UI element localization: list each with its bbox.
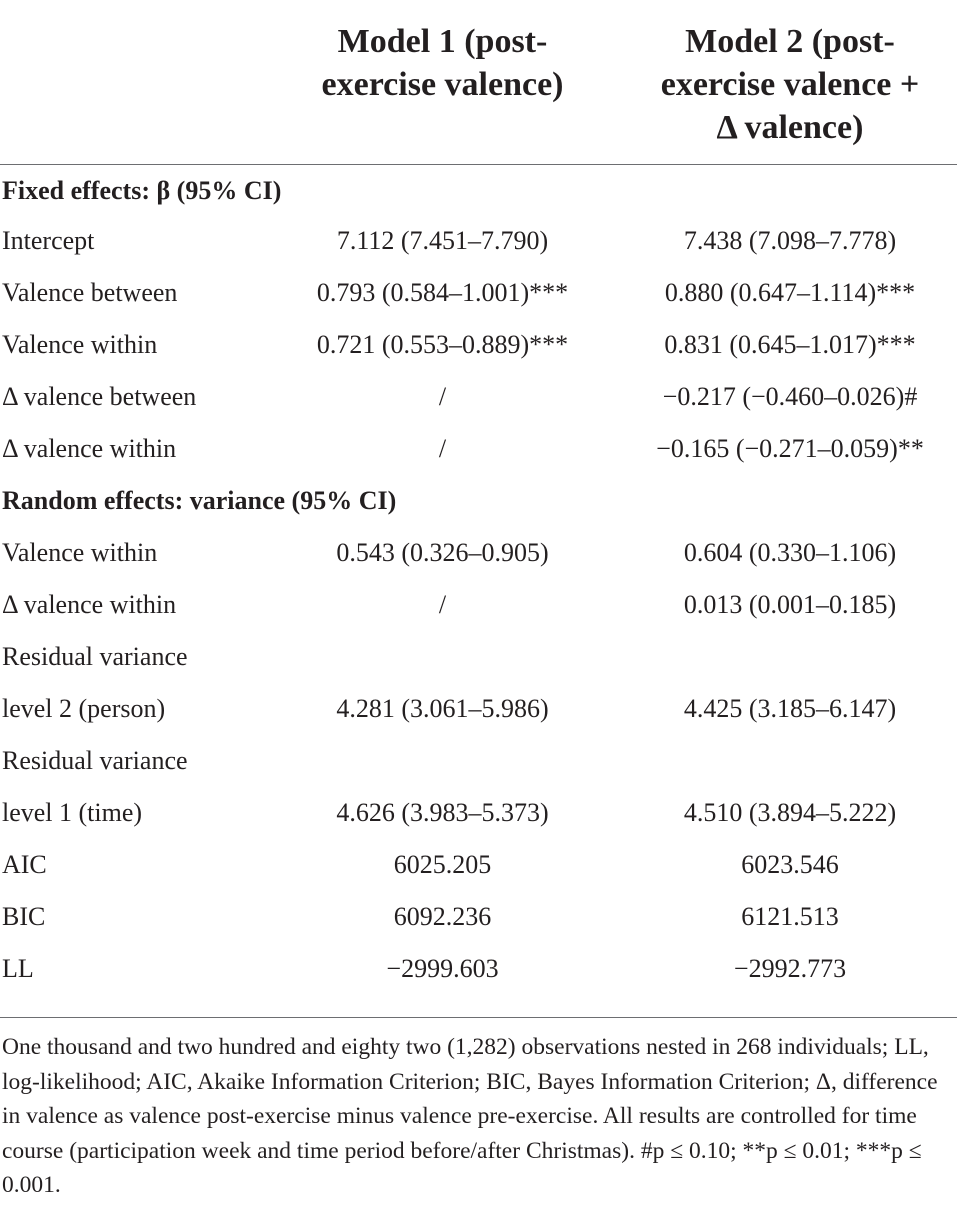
- table-footnote: One thousand and two hundred and eighty two (1,282) observations nested in 268 individuals; LL, log-likelihood; AIC, Akaike Information Criterion; BIC, Bayes Information Criterion; Δ, difference in valence as valence post-exercise minus valence pre-exercise. All results are controlled for time course (participation week and time period before/after Christmas). #p ≤ 0.10; **p ≤ 0.01; ***p ≤ 0.001.: [2, 1034, 938, 1198]
- column-header-model-2: [640, 20, 940, 149]
- model-1-cell: /: [438, 590, 447, 619]
- table-row: [0, 319, 957, 371]
- row-label: Intercept: [2, 226, 95, 255]
- model-1-cell: /: [438, 434, 447, 463]
- model-2-cell: 0.013 (0.001–0.185): [683, 590, 897, 619]
- row-label: Valence within: [2, 538, 158, 567]
- column-header-line: Model 1 (post-: [337, 23, 548, 60]
- table-row: [0, 891, 957, 943]
- model-1-cell: 0.793 (0.584–1.001)***: [316, 278, 569, 307]
- model-1-cell: 0.543 (0.326–0.905): [336, 538, 549, 567]
- row-label: Δ valence within: [2, 590, 177, 619]
- model-1-cell: 7.112 (7.451–7.790): [336, 226, 549, 255]
- table-row: [0, 943, 957, 995]
- model-2-cell: 6023.546: [741, 850, 839, 879]
- footer-rule: [0, 1017, 957, 1018]
- section-header-row: [0, 475, 957, 527]
- section-label: Random effects: variance (95% CI): [2, 486, 397, 515]
- table-row: [0, 735, 957, 787]
- column-header-line: Δ valence): [716, 109, 864, 146]
- column-header-model-1: [290, 20, 595, 106]
- row-label: Valence within: [2, 330, 158, 359]
- table-row: [0, 579, 957, 631]
- model-2-cell: 4.425 (3.185–6.147): [683, 694, 897, 723]
- model-1-cell: /: [438, 382, 447, 411]
- row-label: level 1 (time): [2, 798, 143, 827]
- table-row: [0, 787, 957, 839]
- model-2-cell: −2992.773: [733, 954, 847, 983]
- model-2-cell: −0.165 (−0.271–0.059)**: [656, 434, 924, 463]
- model-2-cell: 4.510 (3.894–5.222): [683, 798, 897, 827]
- model-1-cell: 4.626 (3.983–5.373): [336, 798, 549, 827]
- model-1-cell: 6092.236: [393, 902, 492, 931]
- row-label: LL: [2, 954, 34, 983]
- row-label: AIC: [2, 850, 47, 879]
- row-label: BIC: [2, 902, 46, 931]
- model-2-cell: 6121.513: [741, 902, 839, 931]
- table-row: [0, 631, 957, 683]
- row-label: level 2 (person): [2, 694, 166, 723]
- model-2-cell: 0.604 (0.330–1.106): [683, 538, 897, 567]
- table-row: [0, 683, 957, 735]
- section-label: Fixed effects: β (95% CI): [2, 176, 282, 205]
- row-label: Valence between: [2, 278, 178, 307]
- model-1-cell: 6025.205: [393, 850, 492, 879]
- model-2-cell: 0.880 (0.647–1.114)***: [664, 278, 916, 307]
- table-header: [0, 0, 957, 165]
- section-header-row: [0, 165, 957, 215]
- column-header-line: exercise valence +: [660, 66, 920, 103]
- row-label: Δ valence between: [2, 382, 197, 411]
- model-1-cell: −2999.603: [386, 954, 499, 983]
- table-row: [0, 839, 957, 891]
- table-row: [0, 423, 957, 475]
- row-label: Δ valence within: [2, 434, 177, 463]
- model-1-cell: 0.721 (0.553–0.889)***: [316, 330, 569, 359]
- model-1-cell: 4.281 (3.061–5.986): [336, 694, 549, 723]
- table-row: [0, 371, 957, 423]
- row-label: Residual variance: [2, 746, 188, 775]
- column-header-line: exercise valence): [321, 66, 564, 103]
- model-2-cell: −0.217 (−0.460–0.026)#: [662, 382, 918, 411]
- table-body: [0, 165, 957, 995]
- model-2-cell: 0.831 (0.645–1.017)***: [664, 330, 916, 359]
- table-row: [0, 267, 957, 319]
- table-row: [0, 527, 957, 579]
- column-header-line: Model 2 (post-: [685, 23, 895, 60]
- row-label: Residual variance: [2, 642, 188, 671]
- table-row: [0, 215, 957, 267]
- model-2-cell: 7.438 (7.098–7.778): [683, 226, 897, 255]
